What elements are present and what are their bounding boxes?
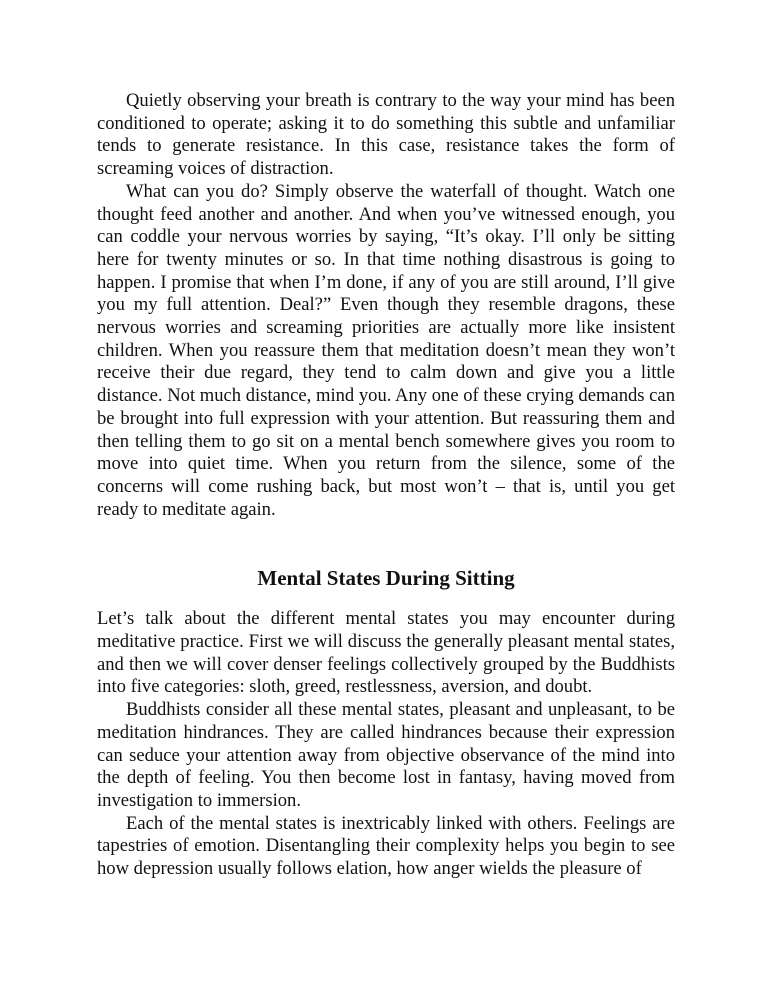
paragraph-breath-resistance: Quietly observing your breath is contrary to the way your mind has been conditioned to operate; asking it to do something this subtle and unfamiliar tends to generate resistance. In this case, resistance takes the form of screaming voices of distraction. <box>97 90 675 180</box>
section-heading: Mental States During Sitting <box>257 566 515 591</box>
page-body <box>97 90 675 881</box>
paragraph-waterfall-of-thought: What can you do? Simply observe the waterfall of thought. Watch one thought feed another and another. And when you’ve witnessed enough, you can coddle your nervous worries by saying, “It’s okay. I’ll only be sitting here for twenty minutes or so. In that time nothing disastrous is going to happen. I promise that when I’m done, if any of you are still around, I’ll give you my full attention. Deal?” Even though they resemble dragons, these nervous worries and screaming priorities are actually more like insistent children. When you reassure them that meditation doesn’t mean they won’t receive their due regard, they tend to calm down and give you a little distance. Not much distance, mind you. Any one of these crying demands can be brought into full expression with your attention. But reassuring them and then telling them to go sit on a mental bench somewhere gives you room to move into quiet time. When you return from the silence, some of the concerns will come rushing back, but most won’t – that is, until you get ready to meditate again. <box>97 180 675 520</box>
paragraph-hindrances: Buddhists consider all these mental states, pleasant and unpleasant, to be meditation hindrances. They are called hindrances because their expression can seduce your attention away from objective observance of the mind into the depth of feeling. You then become lost in fantasy, having moved from investigation to immersion. <box>97 699 675 811</box>
paragraph-mental-states-intro: Let’s talk about the different mental states you may encounter during meditative practice. First we will discuss the generally pleasant mental states, and then we will cover denser feelings collectively grouped by the Buddhists into five categories: sloth, greed, restlessness, aversion, and doubt. <box>97 608 675 698</box>
paragraph-linked-states: Each of the mental states is inextricably linked with others. Feelings are tapestries of emotion. Disentangling their complexity helps you begin to see how depression usually follows elation, how anger wields the pleasure of <box>97 812 675 880</box>
